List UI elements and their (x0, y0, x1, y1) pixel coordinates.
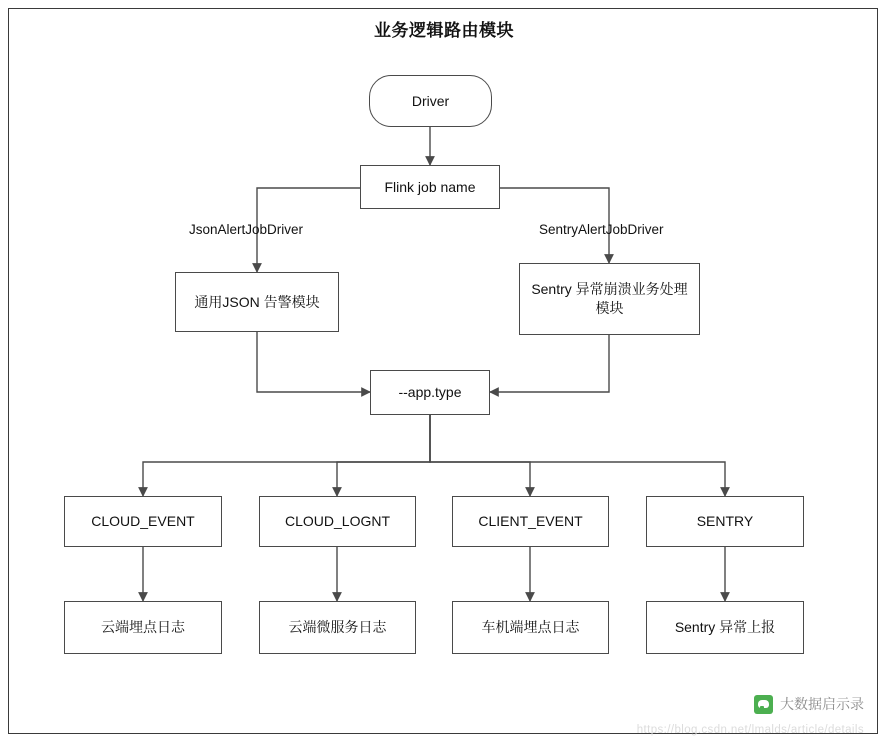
node-cloud-lognt[interactable] (259, 496, 416, 547)
diagram-title: 业务逻辑路由模块 (374, 21, 514, 40)
node-sentry-report-label: Sentry 异常上报 (674, 619, 776, 636)
node-cloud-event-label: CLOUD_EVENT (91, 513, 195, 530)
node-client-event-label: CLIENT_EVENT (478, 513, 583, 530)
node-client-event[interactable] (452, 496, 609, 547)
node-cloud-event-log[interactable] (64, 601, 222, 654)
node-sentry-module[interactable] (519, 263, 700, 335)
node-app-type-label: --app.type (398, 384, 462, 401)
node-sentry-report[interactable] (646, 601, 804, 654)
node-cloud-event-log-label: 云端埋点日志 (101, 619, 185, 636)
node-driver[interactable] (369, 75, 492, 127)
node-cloud-service-log[interactable] (259, 601, 416, 654)
node-json-alert-module-label: 通用JSON 告警模块 (194, 293, 320, 310)
watermark-label: 大数据启示录 (780, 696, 864, 712)
node-json-alert-module[interactable] (175, 272, 339, 332)
watermark-url: https://blog.csdn.net/lmalds/article/details (636, 724, 864, 736)
node-cloud-lognt-label: CLOUD_LOGNT (284, 513, 391, 530)
node-client-event-log[interactable] (452, 601, 609, 654)
node-app-type[interactable] (370, 370, 490, 415)
node-sentry[interactable] (646, 496, 804, 547)
watermark (754, 694, 864, 714)
node-cloud-service-log-label: 云端微服务日志 (288, 619, 387, 636)
node-cloud-event[interactable] (64, 496, 222, 547)
node-flink-job-name[interactable] (360, 165, 500, 209)
edge-label-sentry-alert-job-driver: SentryAlertJobDriver (539, 222, 664, 237)
node-flink-job-name-label: Flink job name (384, 178, 476, 195)
node-driver-label: Driver (411, 92, 450, 109)
node-sentry-module-label: Sentry 异常崩溃业务处理模块 (531, 281, 688, 316)
node-sentry-label: SENTRY (696, 513, 754, 530)
node-client-event-log-label: 车机端埋点日志 (481, 619, 580, 636)
wechat-logo-icon (754, 695, 773, 714)
edge-label-json-alert-job-driver: JsonAlertJobDriver (189, 222, 304, 237)
